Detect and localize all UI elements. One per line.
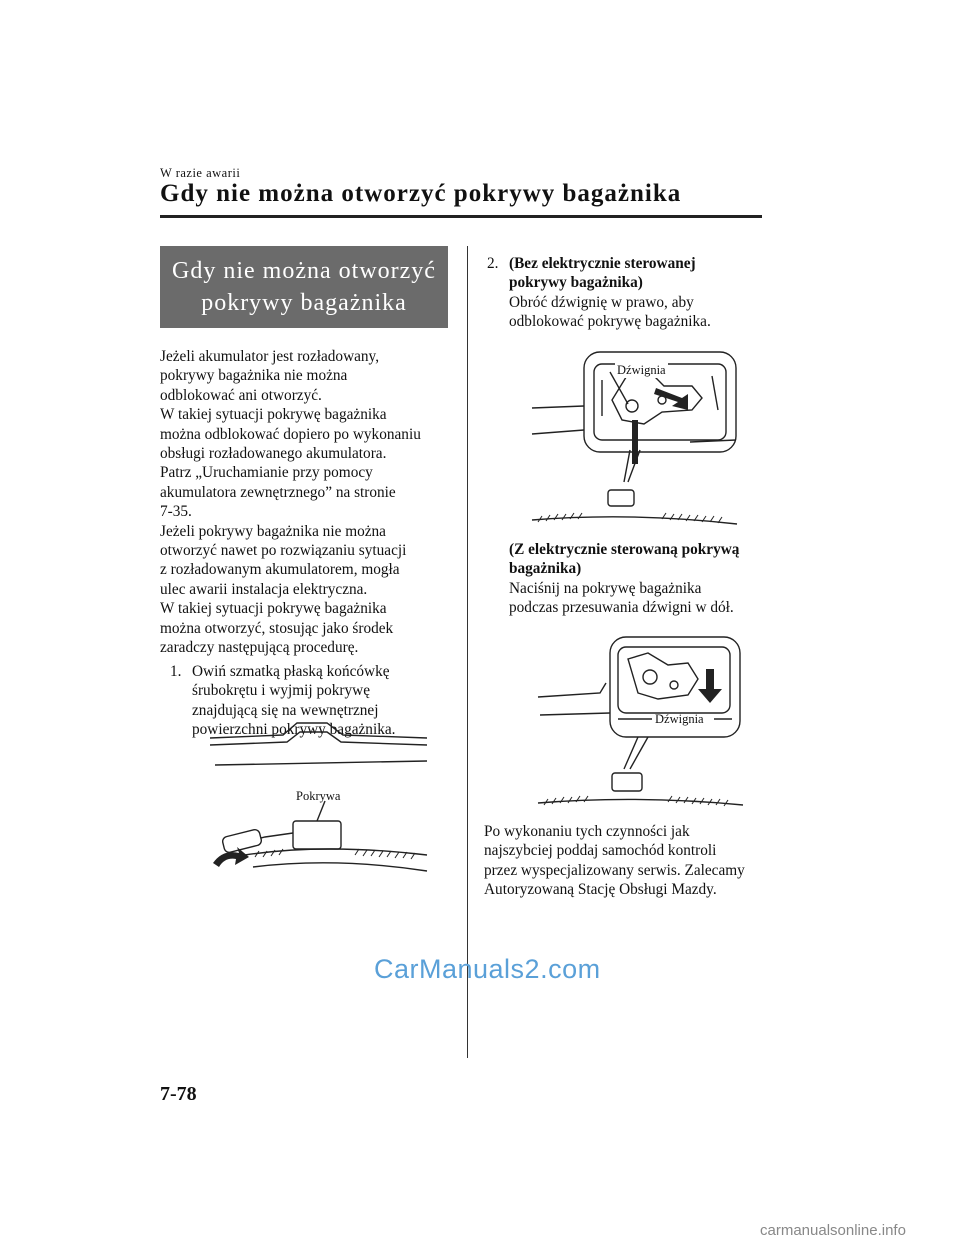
text-line: W takiej sytuacji pokrywę bagażnika	[160, 600, 387, 618]
text-line: Naciśnij na pokrywę bagażnika	[509, 579, 702, 597]
text-line: akumulatora zewnętrznego” na stronie	[160, 483, 396, 501]
text-line: powierzchni pokrywy bagażnika.	[192, 721, 396, 739]
text-line: W takiej sytuacji pokrywę bagażnika	[160, 406, 387, 424]
text-line: ulec awarii instalacja elektryczna.	[160, 580, 368, 598]
text-line: można otworzyć, stosując jako środek	[160, 619, 394, 637]
watermark: CarManuals2.com	[374, 954, 601, 984]
step-2-text	[509, 254, 711, 332]
text-line: pokrywy bagażnika nie można	[160, 367, 348, 385]
text-line: Jeżeli akumulator jest rozładowany,	[160, 348, 380, 365]
left-column-text	[160, 347, 456, 658]
step-2	[487, 254, 767, 334]
footer-site-watermark: carmanualsonline.info	[760, 1222, 906, 1239]
heading-line-1: Gdy nie można otworzyć	[172, 258, 436, 284]
text-line: z rozładowanym akumulatorem, mogła	[160, 561, 400, 579]
text-line: obsługi rozładowanego akumulatora.	[160, 445, 387, 463]
step-2b-text	[509, 540, 774, 620]
figure-label-cover: Pokrywa	[296, 789, 341, 803]
text-line: Autoryzowaną Stację Obsługi Mazdy.	[484, 881, 717, 899]
text-line: odblokować ani otworzyć.	[160, 386, 322, 404]
text-line: Owiń szmatką płaską końcówkę	[192, 663, 390, 680]
text-line: 7-35.	[160, 503, 192, 521]
text-line: pokrywy bagażnika)	[509, 274, 643, 292]
text-line: zaradczy następującą procedurę.	[160, 639, 359, 657]
text-line: Jeżeli pokrywy bagażnika nie można	[160, 522, 386, 540]
section-heading-box	[160, 246, 448, 328]
text-line: można odblokować dopiero po wykonaniu	[160, 425, 421, 443]
column-divider	[467, 246, 468, 1058]
section-label: W razie awarii	[160, 166, 241, 180]
text-line: Po wykonaniu tych czynności jak	[484, 823, 690, 840]
heading-line-2: pokrywy bagażnika	[201, 290, 407, 316]
text-line: bagażnika)	[509, 560, 582, 578]
page-number: 7-78	[160, 1083, 197, 1105]
text-line: otworzyć nawet po rozwiązaniu sytuacji	[160, 542, 407, 560]
text-line: przez wyspecjalizowany serwis. Zalecamy	[484, 861, 745, 879]
step-number: 2.	[487, 255, 499, 272]
text-line: (Bez elektrycznie sterowanej	[509, 255, 696, 272]
figure-label-lever-1: Dźwignia	[617, 363, 666, 377]
figure-label-lever-2: Dźwignia	[655, 712, 704, 726]
text-line: (Z elektrycznie sterowaną pokrywą	[509, 541, 740, 558]
text-line: Obróć dźwignię w prawo, aby	[509, 293, 694, 311]
text-line: podczas przesuwania dźwigni w dół.	[509, 599, 734, 617]
title-rule	[160, 215, 762, 218]
figure-lever-electric	[538, 635, 743, 813]
page-title: Gdy nie można otworzyć pokrywy bagażnika	[160, 180, 682, 207]
text-line: znajdującą się na wewnętrznej	[192, 701, 379, 719]
closing-paragraph	[484, 822, 769, 900]
text-line: Patrz „Uruchamianie przy pomocy	[160, 464, 373, 482]
step-number: 1.	[170, 663, 182, 680]
text-line: najszybciej poddaj samochód kontroli	[484, 842, 717, 860]
text-line: śrubokrętu i wyjmij pokrywę	[192, 682, 371, 700]
text-line: odblokować pokrywę bagażnika.	[509, 313, 711, 331]
